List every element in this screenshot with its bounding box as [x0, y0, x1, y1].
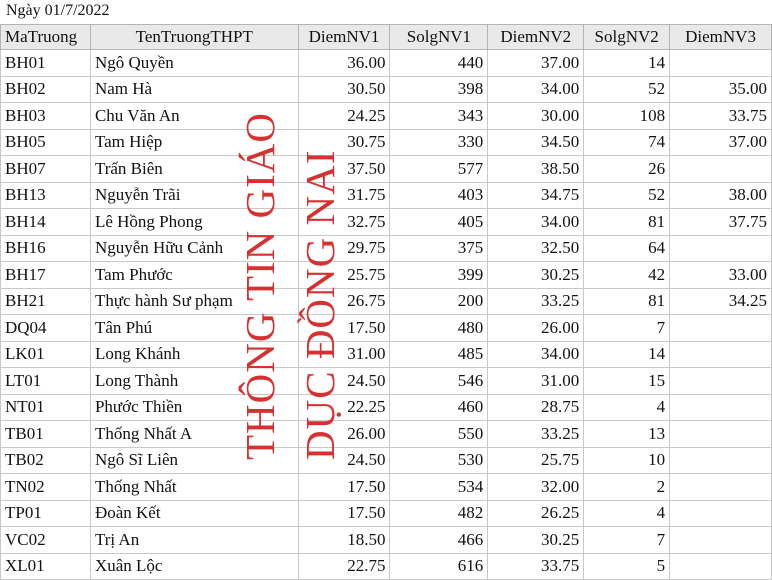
cell-diemnv3[interactable]: 34.25 — [670, 288, 772, 315]
table-row — [1, 500, 772, 527]
table-row — [1, 50, 772, 77]
cell-solgnv2[interactable]: 52 — [584, 76, 670, 103]
table-row — [1, 262, 772, 289]
cell-diemnv1[interactable]: 22.75 — [298, 553, 390, 580]
cell-solgnv2[interactable]: 7 — [584, 315, 670, 342]
cell-diemnv2[interactable]: 31.00 — [488, 368, 584, 395]
column-header-solgnv2[interactable]: SolgNV2 — [584, 25, 670, 50]
cell-solgnv1[interactable]: 534 — [390, 474, 488, 501]
cell-matruong[interactable]: DQ04 — [1, 315, 91, 342]
table-row — [1, 527, 772, 554]
cell-diemnv3[interactable]: 37.00 — [670, 129, 772, 156]
cell-solgnv2[interactable]: 81 — [584, 288, 670, 315]
cell-diemnv2[interactable]: 28.75 — [488, 394, 584, 421]
cell-solgnv1[interactable]: 375 — [390, 235, 488, 262]
cell-tentruong[interactable]: Trấn Biên — [90, 156, 298, 183]
cell-solgnv2[interactable]: 74 — [584, 129, 670, 156]
cell-diemnv1[interactable]: 24.50 — [298, 447, 390, 474]
cell-tentruong[interactable]: Tân Phú — [90, 315, 298, 342]
cell-diemnv3[interactable]: 33.00 — [670, 262, 772, 289]
cell-diemnv1[interactable]: 17.50 — [298, 474, 390, 501]
column-header-diemnv3[interactable]: DiemNV3 — [670, 25, 772, 50]
cell-solgnv1[interactable]: 399 — [390, 262, 488, 289]
date-row — [0, 0, 772, 25]
cell-solgnv1[interactable]: 480 — [390, 315, 488, 342]
cell-diemnv2[interactable]: 34.00 — [488, 209, 584, 236]
cell-diemnv2[interactable]: 34.00 — [488, 341, 584, 368]
cell-diemnv2[interactable]: 33.25 — [488, 421, 584, 448]
cell-diemnv2[interactable]: 34.75 — [488, 182, 584, 209]
cell-diemnv1[interactable]: 24.25 — [298, 103, 390, 130]
cell-diemnv3[interactable]: 33.75 — [670, 103, 772, 130]
cell-matruong[interactable]: BH02 — [1, 76, 91, 103]
cell-diemnv1[interactable]: 17.50 — [298, 500, 390, 527]
cell-diemnv3[interactable] — [670, 474, 772, 501]
cell-solgnv1[interactable]: 530 — [390, 447, 488, 474]
watermark-line-1: THÔNG TIN GIÁO — [237, 111, 283, 460]
cell-diemnv2[interactable]: 25.75 — [488, 447, 584, 474]
cell-matruong[interactable]: BH01 — [1, 50, 91, 77]
column-header-matruong[interactable]: MaTruong — [1, 25, 91, 50]
cell-tentruong[interactable]: Nam Hà — [90, 76, 298, 103]
cell-solgnv1[interactable]: 403 — [390, 182, 488, 209]
cell-diemnv3[interactable] — [670, 50, 772, 77]
table-row — [1, 129, 772, 156]
watermark-line-2: DỤC ĐỒNG NAI — [297, 149, 343, 460]
cell-diemnv1[interactable]: 31.00 — [298, 341, 390, 368]
cell-solgnv2[interactable]: 4 — [584, 394, 670, 421]
cell-tentruong[interactable]: Long Thành — [90, 368, 298, 395]
cell-solgnv1[interactable]: 460 — [390, 394, 488, 421]
cell-matruong[interactable]: LK01 — [1, 341, 91, 368]
cell-matruong[interactable]: BH03 — [1, 103, 91, 130]
cell-solgnv1[interactable]: 343 — [390, 103, 488, 130]
cell-solgnv2[interactable]: 108 — [584, 103, 670, 130]
cell-diemnv2[interactable]: 33.75 — [488, 553, 584, 580]
cell-diemnv1[interactable]: 29.75 — [298, 235, 390, 262]
cell-tentruong[interactable]: Tam Hiệp — [90, 129, 298, 156]
cell-matruong[interactable]: VC02 — [1, 527, 91, 554]
cell-diemnv3[interactable]: 38.00 — [670, 182, 772, 209]
cell-solgnv2[interactable]: 7 — [584, 527, 670, 554]
cell-solgnv1[interactable]: 577 — [390, 156, 488, 183]
cell-diemnv2[interactable]: 34.00 — [488, 76, 584, 103]
cell-solgnv2[interactable]: 15 — [584, 368, 670, 395]
cell-solgnv2[interactable]: 26 — [584, 156, 670, 183]
cell-solgnv2[interactable]: 52 — [584, 182, 670, 209]
table-row — [1, 103, 772, 130]
cell-tentruong[interactable]: Thống Nhất — [90, 474, 298, 501]
cell-diemnv1[interactable]: 22.25 — [298, 394, 390, 421]
table-row — [1, 447, 772, 474]
table-row — [1, 288, 772, 315]
cell-matruong[interactable]: TP01 — [1, 500, 91, 527]
cell-diemnv1[interactable]: 18.50 — [298, 527, 390, 554]
cell-matruong[interactable]: TN02 — [1, 474, 91, 501]
cell-diemnv2[interactable]: 38.50 — [488, 156, 584, 183]
cell-solgnv2[interactable]: 10 — [584, 447, 670, 474]
header-row — [1, 25, 772, 50]
cell-diemnv3[interactable]: 35.00 — [670, 76, 772, 103]
cell-diemnv1[interactable]: 31.75 — [298, 182, 390, 209]
cell-diemnv2[interactable]: 30.00 — [488, 103, 584, 130]
cell-diemnv1[interactable]: 37.50 — [298, 156, 390, 183]
table-row — [1, 368, 772, 395]
column-header-diemnv1[interactable]: DiemNV1 — [298, 25, 390, 50]
cell-matruong[interactable]: BH05 — [1, 129, 91, 156]
cell-diemnv3[interactable] — [670, 341, 772, 368]
cell-solgnv2[interactable]: 4 — [584, 500, 670, 527]
cell-tentruong[interactable]: Lê Hồng Phong — [90, 209, 298, 236]
cell-tentruong[interactable]: Xuân Lộc — [90, 553, 298, 580]
column-header-solgnv1[interactable]: SolgNV1 — [390, 25, 488, 50]
cell-diemnv1[interactable]: 17.50 — [298, 315, 390, 342]
cell-solgnv1[interactable]: 330 — [390, 129, 488, 156]
cell-diemnv3[interactable] — [670, 368, 772, 395]
cell-diemnv1[interactable]: 26.75 — [298, 288, 390, 315]
cell-solgnv1[interactable]: 440 — [390, 50, 488, 77]
cell-diemnv2[interactable]: 32.50 — [488, 235, 584, 262]
table-row — [1, 209, 772, 236]
table-row — [1, 421, 772, 448]
cell-matruong[interactable]: BH16 — [1, 235, 91, 262]
cell-solgnv1[interactable]: 616 — [390, 553, 488, 580]
cell-tentruong[interactable]: Trị An — [90, 527, 298, 554]
cell-solgnv2[interactable]: 5 — [584, 553, 670, 580]
cell-solgnv2[interactable]: 64 — [584, 235, 670, 262]
cell-diemnv1[interactable]: 32.75 — [298, 209, 390, 236]
cell-matruong[interactable]: LT01 — [1, 368, 91, 395]
cell-diemnv3[interactable] — [670, 500, 772, 527]
cell-solgnv2[interactable]: 13 — [584, 421, 670, 448]
cell-solgnv1[interactable]: 466 — [390, 527, 488, 554]
cell-tentruong[interactable]: Long Khánh — [90, 341, 298, 368]
cell-diemnv2[interactable]: 30.25 — [488, 262, 584, 289]
cell-diemnv3[interactable]: 37.75 — [670, 209, 772, 236]
cell-matruong[interactable]: BH21 — [1, 288, 91, 315]
cell-solgnv1[interactable]: 485 — [390, 341, 488, 368]
cell-tentruong[interactable]: Ngô Quyền — [90, 50, 298, 77]
cell-matruong[interactable]: BH13 — [1, 182, 91, 209]
cell-solgnv1[interactable]: 550 — [390, 421, 488, 448]
cell-diemnv2[interactable]: 34.50 — [488, 129, 584, 156]
cell-diemnv2[interactable]: 37.00 — [488, 50, 584, 77]
cell-tentruong[interactable]: Ngô Sĩ Liên — [90, 447, 298, 474]
cell-diemnv1[interactable]: 30.50 — [298, 76, 390, 103]
cell-solgnv1[interactable]: 200 — [390, 288, 488, 315]
cell-solgnv2[interactable]: 14 — [584, 341, 670, 368]
cell-diemnv3[interactable] — [670, 156, 772, 183]
table-row — [1, 182, 772, 209]
cell-tentruong[interactable]: Đoàn Kết — [90, 500, 298, 527]
column-header-diemnv2[interactable]: DiemNV2 — [488, 25, 584, 50]
cell-solgnv2[interactable]: 2 — [584, 474, 670, 501]
cell-matruong[interactable]: TB02 — [1, 447, 91, 474]
cell-diemnv1[interactable]: 30.75 — [298, 129, 390, 156]
cell-diemnv3[interactable] — [670, 527, 772, 554]
cell-diemnv2[interactable]: 26.25 — [488, 500, 584, 527]
table-row — [1, 235, 772, 262]
cell-diemnv3[interactable] — [670, 553, 772, 580]
cell-matruong[interactable]: BH17 — [1, 262, 91, 289]
cell-tentruong[interactable]: Thực hành Sư phạm — [90, 288, 298, 315]
cell-tentruong[interactable]: Nguyễn Trãi — [90, 182, 298, 209]
table-row — [1, 156, 772, 183]
cell-diemnv3[interactable] — [670, 394, 772, 421]
cell-matruong[interactable]: NT01 — [1, 394, 91, 421]
date-label: Ngày 01/7/2022 — [6, 2, 110, 19]
table-row — [1, 76, 772, 103]
cell-diemnv1[interactable]: 25.75 — [298, 262, 390, 289]
cell-diemnv3[interactable] — [670, 315, 772, 342]
cell-matruong[interactable]: BH14 — [1, 209, 91, 236]
cell-solgnv1[interactable]: 482 — [390, 500, 488, 527]
cell-tentruong[interactable]: Thống Nhất A — [90, 421, 298, 448]
cell-diemnv3[interactable] — [670, 447, 772, 474]
cell-solgnv1[interactable]: 546 — [390, 368, 488, 395]
cell-diemnv2[interactable]: 33.25 — [488, 288, 584, 315]
cell-diemnv2[interactable]: 32.00 — [488, 474, 584, 501]
cell-solgnv1[interactable]: 398 — [390, 76, 488, 103]
table-row — [1, 341, 772, 368]
cell-solgnv2[interactable]: 14 — [584, 50, 670, 77]
cell-matruong[interactable]: BH07 — [1, 156, 91, 183]
cell-solgnv1[interactable]: 405 — [390, 209, 488, 236]
admission-scores-table — [0, 24, 772, 580]
table-row — [1, 553, 772, 580]
cell-diemnv1[interactable]: 36.00 — [298, 50, 390, 77]
cell-solgnv2[interactable]: 81 — [584, 209, 670, 236]
column-header-tentruong[interactable]: TenTruongTHPT — [90, 25, 298, 50]
cell-diemnv1[interactable]: 24.50 — [298, 368, 390, 395]
cell-solgnv2[interactable]: 42 — [584, 262, 670, 289]
cell-diemnv2[interactable]: 30.25 — [488, 527, 584, 554]
cell-tentruong[interactable]: Tam Phước — [90, 262, 298, 289]
cell-tentruong[interactable]: Nguyễn Hữu Cảnh — [90, 235, 298, 262]
cell-tentruong[interactable]: Chu Văn An — [90, 103, 298, 130]
cell-diemnv1[interactable]: 26.00 — [298, 421, 390, 448]
cell-matruong[interactable]: TB01 — [1, 421, 91, 448]
table-row — [1, 315, 772, 342]
cell-diemnv3[interactable] — [670, 421, 772, 448]
cell-diemnv3[interactable] — [670, 235, 772, 262]
cell-matruong[interactable]: XL01 — [1, 553, 91, 580]
cell-diemnv2[interactable]: 26.00 — [488, 315, 584, 342]
cell-tentruong[interactable]: Phước Thiền — [90, 394, 298, 421]
table-row — [1, 394, 772, 421]
table-row — [1, 474, 772, 501]
